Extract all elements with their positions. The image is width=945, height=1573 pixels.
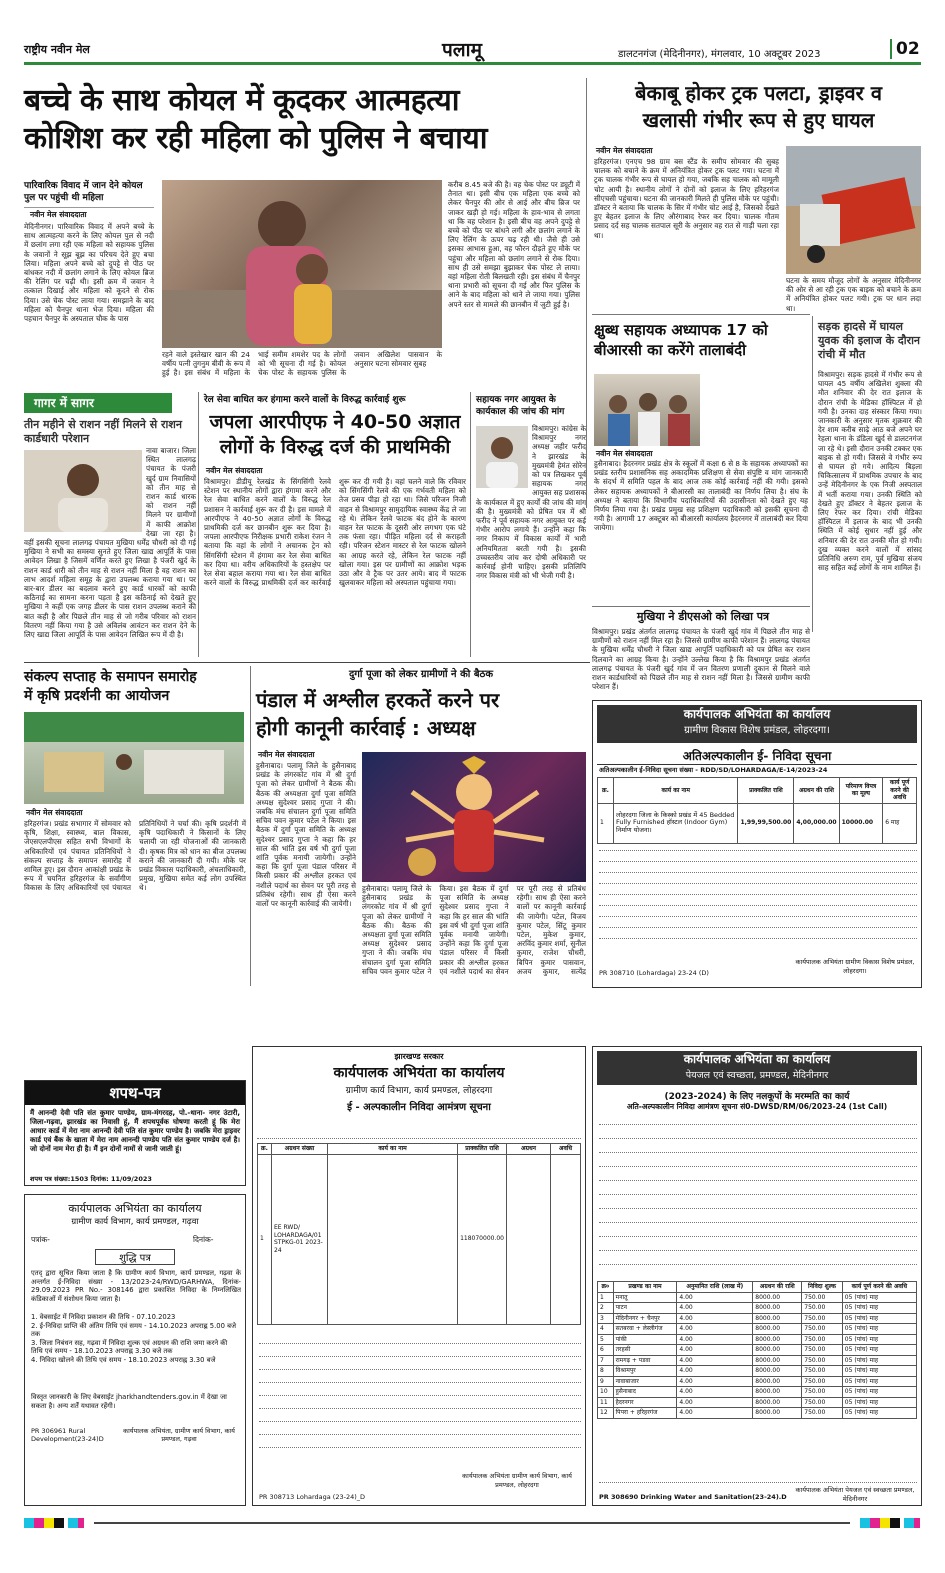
table-cell: 9 (598, 1376, 614, 1387)
lead-headline-line2: कोशिश कर रही महिला को पुलिस ने बचाया (24, 121, 488, 156)
gagar-label: गागर में सागर (24, 393, 172, 413)
line (259, 1337, 581, 1344)
line (259, 1389, 581, 1396)
table-cell: 750.00 (802, 1313, 842, 1324)
masthead (24, 38, 921, 62)
krishi-headline (24, 668, 246, 706)
table-cell: विश्रामपुर (613, 1366, 677, 1377)
table-cell: 4 (598, 1324, 614, 1335)
line (599, 1187, 917, 1195)
table-cell: नावाबाजार (613, 1376, 677, 1387)
truck-headline-line2: खलासी गंभीर रूप से हुए घायल (642, 108, 875, 132)
line (259, 1402, 581, 1409)
shapath-title: शपथ-पत्र (25, 1081, 245, 1105)
line (599, 856, 917, 862)
rail-headline-line1: जपला आरपीएफ ने 40-50 अज्ञात (209, 411, 461, 433)
table-row (598, 1366, 917, 1377)
table-cell: 8000.00 (753, 1345, 802, 1356)
table-cell: 4.00 (677, 1397, 753, 1408)
durga-headline-line2: होगी कानूनी कार्रवाई : अध्यक्ष (256, 716, 476, 740)
garhwa-patrank: पत्रांक- (31, 1235, 50, 1244)
table-cell: सतबरवा + लेस्लीगंज (613, 1324, 677, 1335)
float-spacer (476, 424, 532, 494)
lead-headline (24, 82, 584, 158)
line (599, 845, 917, 851)
table-cell: 4.00 (677, 1345, 753, 1356)
jh-notice: ई - अल्पकालीन निविदा आमंत्रण सूचना (347, 1102, 491, 1113)
garhwa-item: 3. जिला निबंधन सह, गढ़वा में निविदा शुल्क एवं अग्रधन की राशि जमा करने की तिथि एवं समय - 18.10.2023 अपराह्न 3.30 बजे तक (31, 1338, 228, 1356)
table-cell: 4.00 (677, 1303, 753, 1314)
table-cell: 05 (पांच) माह (842, 1334, 916, 1345)
inquiry-body-text: विश्रामपुर। कांग्रेस के विश्रामपुर नगर अध्यक्ष जहीर फरीद ने झारखंड के मुख्यमंत्री हेमंत सोरेन को पत्र लिखकर पूर्व सहायक नगर आयुक्त सह प्रशासक के कार्यकाल में हुए कार्यों की जांच की मांग की है। मुख्यमंत्री को प्रेषित पत्र में श्री फरीद ने पूर्व सहायक नगर आयुक्त पर कई गंभीर आरोप लगाये हैं। उन्होंने कहा कि नगर निकाय में विकास कार्यों में भारी अनियमितता बरती गयी है। इसकी उच्चस्तरीय जांच कर दोषी अधिकारी पर कार्रवाई होनी चाहिए। इसकी प्रतिलिपि नगर विकास मंत्री को भी भेजी गयी है। (476, 424, 586, 581)
table-cell: 750.00 (802, 1292, 842, 1303)
table-cell: पांकी (613, 1334, 677, 1345)
table-row (598, 1324, 917, 1335)
garhwa-item: 2. ई-निविदा प्राप्ति की अंतिम तिथि एवं समय - 14.10.2023 अपराह्न 5.00 बजे तक (31, 1321, 236, 1339)
line (599, 1215, 917, 1223)
krishi-byline: नवीन मेल संवाददाता (26, 808, 83, 817)
line (259, 1428, 581, 1435)
table-cell: 1 (598, 1292, 614, 1303)
lohardaga-signature: कार्यपालक अभियंता ग्रामीण विकास विशेष प्रमंडल, लोहरदगा। (795, 958, 915, 975)
teacher-headline-line2: बीआरसी का करेंगे तालाबंदी (594, 341, 747, 359)
table-row (598, 1355, 917, 1366)
garhwa-items (31, 1313, 241, 1365)
garhwa-body: एतद् द्वारा सूचित किया जाता है कि ग्रामीण कार्य विभाग, कार्य प्रमण्डल, गढ़वा के अन्तर्गत ई-निविदा संख्या - 13/2023-24/RWD/GARHWA, दिनांक- 29.09.2023 PR No.- 308146 द्वारा प्रकाशित निविदा के निम्नलिखित कंडिकाओं में संशोधन किया जाता है। (31, 1269, 241, 1303)
section-title: पलामू (442, 39, 482, 61)
table-cell: मनातू (613, 1292, 677, 1303)
garhwa-item: 4. निविदा खोलने की तिथि एवं समय - 18.10.2023 अपराह्न 3.30 बजे (31, 1355, 216, 1364)
garhwa-subtitle: ग्रामीण कार्य विभाग, कार्य प्रमण्डल, गढ़वा (71, 1217, 199, 1227)
table-cell: 750.00 (802, 1303, 842, 1314)
line (599, 911, 917, 917)
table-cell: 4.00 (677, 1292, 753, 1303)
table-cell: 05 (पांच) माह (842, 1397, 916, 1408)
table-cell: 8000.00 (753, 1387, 802, 1398)
table-cell: 12 (598, 1408, 614, 1419)
column-divider (812, 316, 813, 632)
table-cell: 750.00 (802, 1376, 842, 1387)
krishi-photo (24, 712, 244, 804)
table-cell: 750.00 (802, 1334, 842, 1345)
truck-body: हरिहरगंज। एनएच 98 ग्राम बस स्टैंड के समीप सोमवार की सुबह चालक को बचाने के क्रम में अनियंत्रित होकर ट्रक पलट गया। घटना में ट्रक चालक गंभीर रूप से घायल हो गया, जबकि सह चालक को मामूली चोट आयी है। स्थानीय लोगों ने दोनों को इलाज के लिए हरिहरगंज सीएचसी पहुंचाया। घटना की जानकारी मिलते ही पुलिस मौके पर पहुंची। डॉक्टर ने बताया कि चालक के सिर में गंभीर चोट आई है, जिसको देखते हुए बेहतर इलाज के लिए औरंगाबाद रेफर कर दिया। चालक गौतम प्रसाद दर्द सह चालक सतपाल सूरी के अनुसार वह रात से गाड़ी चला रहा था। (594, 157, 779, 240)
table-cell: रामगढ़ + पडवा (613, 1355, 677, 1366)
table-row (598, 1292, 917, 1303)
table-cell: 4.00 (677, 1366, 753, 1377)
garhwa-dinank: दिनांक- (193, 1235, 214, 1244)
page-number: 02 (890, 39, 920, 59)
lead-body-right: करीब 8.45 बजे की है। वह चेक पोस्ट पर ड्यूटी में तैनात था। इसी बीच एक महिला एक बच्चे को लेकर चैनपुर की ओर से आई और बीच ब्रिज पर जाकर खड़ी हो गई। महिला के हाव-भाव से लगता था कि वह परेशान है। इसी बीच वह अपने दुपट्टे से बच्चे को पीठ पर बांधने लगी और छलांग लगाने के लिए रेलिंग के ऊपर चढ़ रही थी। जैसे ही उसे इसका आभास हुआ, वह फौरन दौड़ते हुए मौके पर पहुंचा और महिला को छलांग लगाने से रोक दिया। साथ ही उसे समझा बुझाकर चेक पोस्ट ले लाया। वहां महिला रोती बिलखती रही। इस संबंध में चैनपुर थाना प्रभारी को सूचना दी गई और फिर पुलिस के आने के बाद महिला को थाने ले जाया गया। पुलिस अपने स्तर से मामले की छानबीन में जुटी हुई है। (448, 180, 580, 309)
table-cell: 05 (पांच) माह (842, 1408, 916, 1419)
dateline: डालटनगंज (मेदिनीनगर), मंगलवार, 10 अक्टूबर 2023 (618, 49, 821, 60)
durga-photo (362, 752, 586, 882)
jh-subtitle: ग्रामीण कार्य विभाग, कार्य प्रमण्डल, लोहरदगा (345, 1086, 493, 1096)
garhwa-title: कार्यपालक अभियंता का कार्यालय (68, 1202, 202, 1215)
medini-ad-title: कार्यपालक अभियंता का कार्यालय (683, 1052, 831, 1066)
medini-table-header (598, 1282, 917, 1293)
krishi-headline-line1: संकल्प सप्ताह के समापन समारोह (24, 669, 197, 685)
table-cell: 4.00 (677, 1376, 753, 1387)
footer-rule (94, 1522, 850, 1524)
medini-table-header-cell: कार्य पूर्ण करने की अवधि (842, 1282, 916, 1293)
jh-amount: 118070000.00 (458, 1154, 507, 1324)
durga-body-continued: हुसैनाबाद। पलामू जिले के हुसैनाबाद प्रखंड के लंगरकोट गांव में श्री दुर्गा पूजा को लेकर ग्रामीणों ने बैठक की। बैठक की अध्यक्षता दुर्गा पूजा समिति अध्यक्ष सुदेश्वर प्रसाद गुप्ता ने की। जबकि मंच संचालन दुर्गा पूजा समिति सचिव पवन कुमार पटेल ने किया। इस बैठक में दुर्गा पूजा समिति के अध्यक्ष सुदेश्वर प्रसाद गुप्ता ने कहा कि हर साल की भांति इस वर्ष भी दुर्गा पूजा शांति पूर्वक मनायी जायेगी। उन्होंने कहा कि दुर्गा पूजा पंडाल परिसर में किसी प्रकार की अश्लील हरकत एवं नशीले पदार्थ का सेवन पर पूरी तरह से प्रतिबंध रहेगी। साथ ही ऐसा करने वालों पर कानूनी कार्रवाई की जायेगी। (362, 884, 586, 976)
jh-table: क्र. अग्रधन संख्या कार्य का नाम प्राक्कलित राशि अग्रधन अवधि 1 EE RWD/ LOHARDAGA/01 STPKG-01 2023-24 118070000.00 (257, 1143, 581, 1325)
table-cell: 3 (598, 1313, 614, 1324)
medini-ad-subtitle: पेयजल एवं स्वच्छता, प्रमण्डल, मेदिनीनगर (685, 1070, 829, 1081)
table-cell: पाटन (613, 1303, 677, 1314)
lohardaga-schedule-lines (599, 845, 917, 949)
shapath-footer: शपथ पत्र संख्या:1503 दिनांक: 11/09/2023 (30, 1175, 152, 1183)
line (599, 889, 917, 895)
table-cell: हैदरनगर (613, 1397, 677, 1408)
table-cell: 11 (598, 1397, 614, 1408)
footer-color-bar (24, 1518, 921, 1528)
table-cell: 750.00 (802, 1345, 842, 1356)
table-cell: 4.00 (677, 1334, 753, 1345)
garhwa-corrigendum-ad (24, 1194, 246, 1506)
garhwa-signature: कार्यपालक अभियंता, ग्रामीण कार्य विभाग, कार्य प्रमण्डल, गढ़वा (123, 1427, 235, 1443)
medini-table-header-cell: प्रखण्ड का नाम (613, 1282, 677, 1293)
medini-notice: (2023-2024) के लिए नलकूपों के मरम्मति का कार्य (664, 1092, 850, 1102)
durga-idol-icon (362, 752, 586, 882)
line (599, 1201, 917, 1209)
line (599, 1131, 917, 1139)
medini-table (597, 1281, 917, 1419)
table-cell: 8000.00 (753, 1292, 802, 1303)
lead-byline: नवीन मेल संवाददाता (30, 210, 87, 219)
table-cell: 05 (पांच) माह (842, 1366, 916, 1377)
truck-caption: घटना के समय मौजूद लोगों के अनुसार मेदिनीनगर की ओर से आ रही ट्रक एक बाइक को बचाने के क्रम में अनियंत्रित होकर पलट गयी। ट्रक पर धान लदा था। (786, 276, 921, 313)
krishi-headline-line2: में कृषि प्रदर्शनी का आयोजन (24, 688, 170, 704)
table-row (598, 1303, 917, 1314)
lead-photo-caption: रहने वाले इस्तेखार खान की 24 वर्षीय पत्नी तुगनुम बीवी के रूप में हुई है। इस संबंध में महिला के भाई समीम शमशेर पद के लोगों को भी सूचना दी गई है। कोयल चेक पोस्ट के सहायक पुलिस के जवान अखिलेश पासवान के अनुसार घटना सोमवार सुबह (162, 350, 442, 378)
lohardaga-ad-title: कार्यपालक अभियंता का कार्यालय (683, 707, 831, 721)
line (599, 878, 917, 884)
table-row (598, 1334, 917, 1345)
table-cell: 10 (598, 1387, 614, 1398)
table-cell: 05 (पांच) माह (842, 1303, 916, 1314)
krishi-exhibition-icon (24, 712, 244, 804)
rail-kicker: रेल सेवा बाधित कर हंगामा करने वालों के विरुद्ध कार्रवाई शुरू (204, 395, 406, 405)
medini-pr: PR 308690 Drinking Water and Sanitation(23-24).D (599, 1493, 787, 1501)
krishi-body: हरिहरगंज। प्रखंड सभागार में सोमवार को कृषि, शिक्षा, स्वास्थ्य, बाल विकास, जेएसएलपीएस सहित सभी विभागों के अधिकारियों एवं पंचायत प्रतिनिधियों ने संकल्प सप्ताह के समापन समारोह में शामिल हुए। इस दौरान आकांक्षी प्रखंड के रूप में चयनित हरिहरगंज के सर्वांगीण विकास के लिए अधिकारियों एवं पंचायत प्रतिनिधियों ने चर्चा की। कृषि प्रदर्शनी में कृषि पदाधिकारी ने किसानों के लिए चलायी जा रही योजनाओं की जानकारी दी। कृषक मित्र को धान का बीज उपलब्ध कराने की जानकारी दी गयी। मौके पर प्रखंड विकास पदाधिकारी, अंचलाधिकारी, प्रमुख, मुखिया समेत कई लोग उपस्थित थे। (24, 819, 246, 893)
table-row (598, 1313, 917, 1324)
medini-tender-ad (592, 1046, 922, 1506)
lead-photo (162, 180, 442, 348)
jh-code: EE RWD/ LOHARDAGA/01 STPKG-01 2023-24 (272, 1154, 328, 1324)
table-cell: 05 (पांच) माह (842, 1355, 916, 1366)
lead-kicker: पारिवारिक विवाद में जान देने कोयल पुल पर पहुंची थी महिला (24, 180, 154, 208)
table-cell: 4.00 (677, 1324, 753, 1335)
table-cell: 8000.00 (753, 1303, 802, 1314)
line (259, 1415, 581, 1422)
line (257, 1115, 581, 1139)
accident-headline: सड़क हादसे में घायल युवक की इलाज के दौरान रांची में मौत (818, 320, 921, 361)
rail-body: विश्रामपुर। डीडीयू रेलखंड के सिंगसिंगी रेलवे स्टेशन पर स्थानीय लोगों द्वारा हंगामा करने और रेल सेवा बाधित करने वालों के विरुद्ध रेल प्रशासन ने कार्रवाई शुरू कर दी है। इस मामले में आरपीएफ ने 40-50 अज्ञात लोगों के विरुद्ध प्राथमिकी दर्ज कर छानबीन शुरू कर दिया है। जपला आरपीएफ निरीक्षक प्रभारी राकेश रंजन ने बताया कि वहां के लोगों ने अचानक ट्रेन को सिंगसिंगी स्टेशन में हंगामा कर रेल सेवा बाधित कर दिया था। वरीय अधिकारियों के हस्तक्षेप पर रेल सेवा बहाल कराया गया था। रेल सेवा बाधित करने वालों के विरुद्ध प्राथमिकी दर्ज कर कार्रवाई शुरू कर दी गयी है। वहां चलने वाले कि रविवार को सिंगसिंगी रेलवे की एक गर्भवती महिला को तेज प्रसव पीड़ा हो रहा था। जिसे परिजन निजी वाहन से विश्रामपुर सामुदायिक स्वास्थ्य केंद्र ले जा रहे थे। लेकिन रेलवे फाटक बंद होने के कारण वाहन रेल फाटक के दूसरी ओर लगभग एक घंटे तक फंसा रहा। पीड़ित महिला दर्द से कराहती रही। परिजन स्टेशन मास्टर से रेल फाटक खोलने का आग्रह करते रहे, लेकिन रेल फाटक नहीं खोला गया। इस पर ग्रामीणों का आक्रोश भड़क उठा और वे ट्रैक पर उतर आये। बाद में फाटक खुलवाकर महिला को अस्पताल पहुंचाया गया। (204, 477, 466, 588)
table-cell: 5 (598, 1334, 614, 1345)
garhwa-notice: शुद्धि पत्र (95, 1249, 175, 1265)
inquiry-body (476, 424, 586, 656)
durga-body-right (362, 884, 586, 984)
column-divider (250, 666, 251, 986)
durga-byline: नवीन मेल संवाददाता (258, 750, 315, 759)
ration-body: विश्रामपुर। प्रखंड अंतर्गत लालगढ़ पंचायत के पंजरी खुर्द गांव में पिछले तीन माह से ग्रामीणों को राशन नहीं मिल रहा है। जिससे ग्रामीण काफी परेशान हैं। लालगढ़ पंचायत के मुखिया धर्मेंद्र चौधरी ने जिला खाद्य आपूर्ति पदाधिकारी को पत्र प्रेषित कर राशन दिलवाने का आग्रह किया है। उन्होंने उल्लेख किया है कि विश्रामपुर प्रखंड अंतर्गत लालगढ़ पंचायत के पंजरी खुर्द गांव में जन वितरण प्रणाली दुकान से मिलने वाले राशन कार्डधारियों को पिछले तीन माह से राशन नहीं मिला है। जिससे ग्रामीण काफी परेशान हैं। (592, 627, 810, 692)
medini-schedule-lines (599, 1117, 917, 1277)
table-cell: 7 (598, 1355, 614, 1366)
line (259, 1376, 581, 1383)
table-cell: 05 (पांच) माह (842, 1313, 916, 1324)
table-cell: 8000.00 (753, 1355, 802, 1366)
durga-body-right-text: पटेल, विजय कुमार पटेल, सिंटू कुमार पटेल, मुकेश कुमार, अरविंद कुमार शर्मा, सुनील कुमार, राजेश चौधरी, बिपिन कुमार पासवान, अजय कुमार, सत्येंद्र (516, 911, 586, 976)
lead-body-left: मेदिनीनगर। पारिवारिक विवाद में अपने बच्चे के साथ आत्महत्या करने के लिए कोयल पुल से नदी में छलांग लगा रही एक महिला को सहायक पुलिस के जवानों ने सूझ बूझ का परिचय देते हुए बचा लिया। महिला अपने बच्चे को दुपट्टे से पीठ पर बांधकर नदी में छलांग लगाने के लिए कोयल ब्रिज की रेलिंग पर चढ़ी थी। इसी क्रम में जवान ने तत्काल दिखाई और महिला को कूदने से रोक दिया। उसे चेक पोस्ट लाया गया। समझाने के बाद महिला को चैनपुर थाना भेज दिया। महिला की पहचान चैनपुर के अस्पताल चौक के पास (24, 222, 154, 324)
line (599, 867, 917, 873)
truck-headline-line1: बेकाबू होकर ट्रक पलटा, ड्राइवर व (635, 81, 882, 105)
table-cell: 750.00 (802, 1397, 842, 1408)
shapath-patra (24, 1080, 246, 1186)
table-cell: 8 (598, 1366, 614, 1377)
lohardaga-emd: 4,00,000.00 (794, 803, 839, 843)
line (259, 1441, 581, 1448)
line (599, 1117, 917, 1125)
lead-headline-line1: बच्चे के साथ कोयल में कूदकर आत्महत्या (24, 83, 460, 118)
lohardaga-work: लोहरदगा जिला के किस्को प्रखंड में 45 Bedded Fully Furnished हॉस्टल (Indoor Gym) निर्माण योजना। (614, 803, 738, 843)
overturned-truck-icon (786, 146, 921, 274)
line (259, 1363, 581, 1370)
registration-marks (860, 1518, 920, 1528)
table-cell: 4.00 (677, 1408, 753, 1419)
table-row (598, 1376, 917, 1387)
medini-table-header-cell: अनुमानित राशि (लाख में) (677, 1282, 753, 1293)
table-cell: 4.00 (677, 1387, 753, 1398)
line (599, 922, 917, 928)
teacher-headline-line1: क्षुब्ध सहायक अध्यापक 17 को (594, 321, 768, 339)
line (599, 1159, 917, 1167)
table-cell: तरहसी (613, 1345, 677, 1356)
table-cell: 4.00 (677, 1355, 753, 1366)
lohardaga-fee: 10000.00 (839, 803, 883, 843)
jh-gov: झारखण्ड सरकार (394, 1052, 444, 1061)
ration-headline: मुखिया ने डीएसओ को लिखा पत्र (636, 610, 770, 623)
teacher-byline: नवीन मेल संवाददाता (596, 449, 653, 458)
gagar-headline: तीन महीने से राशन नहीं मिलने से राशन कार्डधारी परेशान (24, 418, 182, 445)
medini-table-body (598, 1292, 917, 1418)
lohardaga-pr: PR 308710 (Lohardaga) 23-24 (D) (599, 969, 709, 977)
lohardaga-ad-header (597, 705, 917, 743)
medini-signature: कार्यपालक अभियंता पेयजल एवं स्वच्छता प्रमण्डल, मेदिनीनगर (795, 1486, 915, 1503)
cell-spacer (330, 1159, 455, 1319)
jh-title: कार्यपालक अभियंता का कार्यालय (333, 1065, 505, 1081)
table-row (598, 1345, 917, 1356)
table-cell: पिपरा + हरिहरगंज (613, 1408, 677, 1419)
column-divider (586, 78, 587, 508)
durga-headline (256, 686, 586, 742)
inquiry-headline: सहायक नगर आयुक्त के कार्यकाल की जांच की मांग (476, 395, 565, 417)
table-cell: 8000.00 (753, 1397, 802, 1408)
line (599, 1257, 917, 1265)
divider (592, 314, 810, 315)
table-cell: 8000.00 (753, 1313, 802, 1324)
table-cell: 2 (598, 1303, 614, 1314)
durga-kicker: दुर्गा पूजा को लेकर ग्रामीणों ने की बैठक (348, 669, 494, 680)
line (599, 1173, 917, 1181)
table-cell: मेदिनीनगर + चैनपुर (613, 1313, 677, 1324)
gagar-body-text: नावा बाजार। जिला स्थित लालगढ़ पंचायत के पंजरी खुर्द ग्राम निवासियों को तीन माह से राशन कार्ड धारक को राशन नहीं मिलने पर ग्रामीणों में काफी आक्रोश देखा जा रहा है। वहीं इसकी सूचना लालगढ़ पंचायत मुखिया धर्मेंद्र चौधरी को दी गई मुखिया ने सभी का समस्या सुनते हुए जिला खाद्य आपूर्ति के पास आवेदन लिखा है जिसमें वर्णित करते हुए लिखा है पंजरी खुर्द के राशन कार्ड धारी को तीन माह से राशन नहीं मिला है वह राशन का लाभ आदर्श महिला समूह के द्वारा उपलब्ध कराया गया था। पर बार-बार डीलर का बदलाव करने हुए कार्ड धारकों को काफी कठिनाई का सामना करना पड़ता है इस कठिनाई को देखते हुए मुखिया ने कहीं एक जगह डीलर के पास राशन उपलब्ध कराने की बात कही है और पिछले तीन माह से जो गरीब परिवार को राशन वितरण नहीं किया गया है उसे अविलंब आवंटन कर राशन देने के लिए खाद्य जिला आपूर्ति के पास आवेदन लिखित रूप में दी है। (24, 446, 196, 640)
line (599, 1145, 917, 1153)
table-cell: 05 (पांच) माह (842, 1324, 916, 1335)
lohardaga-tender-ad (592, 700, 922, 988)
table-cell: 8000.00 (753, 1324, 802, 1335)
table-cell: हुसैनाबाद (613, 1387, 677, 1398)
table-cell: 05 (पांच) माह (842, 1292, 916, 1303)
table-cell: 05 (पांच) माह (842, 1387, 916, 1398)
rail-headline (204, 410, 466, 460)
jh-pr: PR 308713 Lohardaga (23-24)_D (259, 1493, 366, 1501)
table-cell: 6 (598, 1345, 614, 1356)
woman-child-photo-icon (162, 180, 442, 348)
truck-headline (596, 80, 921, 134)
table-cell: 750.00 (802, 1355, 842, 1366)
table-row (598, 1397, 917, 1408)
teacher-body: हुसैनाबाद। हैदरनगर प्रखंड क्षेत्र के स्कूलों में कक्षा 6 से 8 के सहायक अध्यापकों का प्रखंड स्तरीय प्रशासनिक सह अकादमिक प्रशिक्षण से सेवा संपुष्टि व मांग जानकारी के संदर्भ में समिति पहल के बाद आज तक कोई कार्रवाई नहीं की गयी। इसको लेकर सहायक अध्यापकों ने बीआरसी का तालाबंदी का निर्णय लिया है। संघ के अध्यक्ष ने बताया कि विभागीय पदाधिकारियों की उदासीनता को देखते हुए यह निर्णय लिया गया है। प्रखंड प्रमुख सह प्रशिक्षण पदाधिकारी को इसकी सूचना दी गयी है। आगामी 17 अक्टूबर को बीआरसी कार्यालय हैदरनगर में तालाबंदी कर दिया जायेगा। (594, 459, 808, 533)
table-cell: 8000.00 (753, 1376, 802, 1387)
lohardaga-amount: 1,99,99,500.00 (738, 803, 794, 843)
divider (592, 606, 810, 607)
durga-headline-line1: पंडाल में अश्लील हरकतें करने पर (256, 688, 500, 712)
brand-name: राष्ट्रीय नवीन मेल (24, 43, 90, 56)
table-cell: 750.00 (802, 1408, 842, 1419)
medini-table-header-cell: अग्रधन की राशि (753, 1282, 802, 1293)
truck-byline: नवीन मेल संवाददाता (596, 146, 653, 155)
line (599, 1229, 917, 1237)
divider (24, 662, 590, 663)
teacher-headline (594, 320, 808, 360)
garhwa-item: 1. वेबसाईट में निविदा प्रकाशन की तिथि - 07.10.2023 (31, 1313, 176, 1321)
medini-ref: अति-अल्पकालीन निविदा आमंत्रण सूचना सं0-DWSD/RM/06/2023-24 (1st Call) (626, 1102, 888, 1111)
table-cell: 8000.00 (753, 1366, 802, 1377)
shapath-body: मैं आनन्दी देवी पति संत कुमार पाण्डेय, ग्राम-मंगरदह, पो.-थाना- नगर उंटारी, जिला-गढ़वा, झारखंड का निवासी हूं, मैं शपथपूर्वक घोषणा करती हूं कि मेरा आधार कार्ड में मेरा नाम आनन्दी देवी पति संत कुमार पाण्डेय है। जबकि मेरा ड्राइवर कार्ड एवं बैंक के खाता में मेरा नाम आनन्दी पाण्डेय पति संत कुमार पाण्डेय दर्ज है। जो दोनों नाम मेरा ही है। मैं इन दोनों नामों से जानी जाती हूं। (30, 1109, 240, 1153)
rail-byline: नवीन मेल संवाददाता (206, 466, 263, 475)
masthead-rule (24, 62, 921, 65)
line (599, 1459, 917, 1483)
float-spacer (24, 446, 146, 534)
lohardaga-ad-table: क्र. कार्य का नाम प्राक्कलित राशि अग्रधन की राशि परिमाण विपत्र का मूल्य कार्य पूर्ण करने की अवधि 1 लोहरदगा जिला के किस्को प्रखंड में 45 Bedded Fully Furnished हॉस्टल (Indoor Gym) निर्माण योजना। 1,99,99,500.00 4,00,000.00 10000.00 6 माह (597, 777, 917, 844)
durga-body-left: हुसैनाबाद। पलामू जिले के हुसैनाबाद प्रखंड के लंगरकोट गांव में श्री दुर्गा पूजा को लेकर ग्रामीणों ने बैठक की। बैठक की अध्यक्षता दुर्गा पूजा समिति अध्यक्ष सुदेश्वर प्रसाद गुप्ता ने की। जबकि मंच संचालन दुर्गा पूजा समिति सचिव पवन कुमार पटेल ने किया। इस बैठक में दुर्गा पूजा समिति के अध्यक्ष सुदेश्वर प्रसाद गुप्ता ने कहा कि हर साल की भांति इस वर्ष भी दुर्गा पूजा शांति पूर्वक मनायी जायेगी। उन्होंने कहा कि दुर्गा पूजा पंडाल परिसर में किसी प्रकार की अश्लील हरकत एवं नशीले पदार्थ का सेवन पर पूरी तरह से प्रतिबंध रहेगी। साथ ही ऐसा करने वालों पर कानूनी कार्रवाई की जायेगी। (256, 761, 356, 909)
truck-photo (786, 146, 921, 274)
medini-ad-header (597, 1051, 917, 1085)
column-divider (470, 392, 471, 657)
line (599, 1243, 917, 1251)
registration-marks (24, 1518, 84, 1528)
table-cell: 750.00 (802, 1387, 842, 1398)
rail-headline-line2: लोगों के विरुद्ध दर्ज की प्राथमिकी (219, 436, 451, 458)
lohardaga-time: 6 माह (883, 803, 917, 843)
table-cell: 8000.00 (753, 1334, 802, 1345)
meeting-photo-icon (594, 374, 700, 446)
teacher-photo (594, 374, 700, 446)
jh-signature: कार्यपालक अभियंता ग्रामीण कार्य विभाग, कार्य प्रमण्डल, लोहरदगा (462, 1472, 572, 1489)
table-cell: 05 (पांच) माह (842, 1376, 916, 1387)
table-row (598, 1408, 917, 1419)
line (599, 933, 917, 939)
medini-table-header-cell: निविदा शुल्क (802, 1282, 842, 1293)
table-cell: 8000.00 (753, 1408, 802, 1419)
table-cell: 750.00 (802, 1324, 842, 1335)
line (259, 1350, 581, 1357)
lohardaga-ad-subtitle: ग्रामीण विकास विशेष प्रमंडल, लोहरदगा। (684, 725, 830, 736)
gagar-body (24, 446, 196, 652)
medini-table-header-cell: क्र० (598, 1282, 614, 1293)
jh-conditions (259, 1337, 581, 1467)
table-cell: 750.00 (802, 1366, 842, 1377)
lohardaga-ref: अतिअल्पकालीन ई-निविदा सूचना संख्या - RDD/SD/LOHARDAGA/E-14/2023-24 (599, 766, 828, 774)
jh-tender-ad (252, 1046, 586, 1506)
table-cell: 4.00 (677, 1313, 753, 1324)
garhwa-web-note: विस्तृत जानकारी के लिए वेबसाईट jharkhandtenders.gov.in में देखा जा सकता है। अन्य शर्तें यथावत रहेंगी। (31, 1393, 227, 1410)
table-cell: 05 (पांच) माह (842, 1345, 916, 1356)
line (599, 900, 917, 906)
lohardaga-notice: अतिअल्पकालीन ई- निविदा सूचना (597, 747, 917, 765)
accident-body: विश्रामपुर। सड़क हादसे में गंभीर रूप से घायल 45 वर्षीय अखिलेश शुक्ला की मौत शनिवार की देर रात इलाज के दौरान रांची के मेडिका हॉस्पिटल में हो गयी है। उनका दाह संस्कार किया गया। जानकारी के अनुसार मृतक शुक्रवार की देर शाम करीब साढ़े आठ बजे अपने घर रेहला थाना के डंडिला खुर्द से डालटनगंज जा रहे थे। इसी दौरान उनकी टक्कर एक बाइक से हो गयी। जिससे वे गंभीर रूप से घायल हो गये। आदित्य बिड़ला चिकित्सालय में प्राथमिक उपचार के बाद उन्हें मेदिनीनगर के एक निजी अस्पताल में भर्ती कराया गया। उनकी स्थिति को देखते हुए डॉक्टर ने बेहतर इलाज के लिए रेफर कर दिया। रांची मेडिका हॉस्पिटल में इलाज के बाद भी उनकी स्थिति में कोई सुधार नहीं हुई और शनिवार की देर रात उनकी मौत हो गयी। दुख व्यक्त करने वालों में सांसद प्रतिनिधि अरुण राम, पूर्व मुखिया संजय साह सहित कई लोगों के नाम शामिल हैं। (818, 370, 922, 573)
garhwa-pr: PR 306961 Rural Development(23-24)D (31, 1427, 104, 1443)
table-row (598, 1387, 917, 1398)
column-divider (198, 392, 199, 657)
